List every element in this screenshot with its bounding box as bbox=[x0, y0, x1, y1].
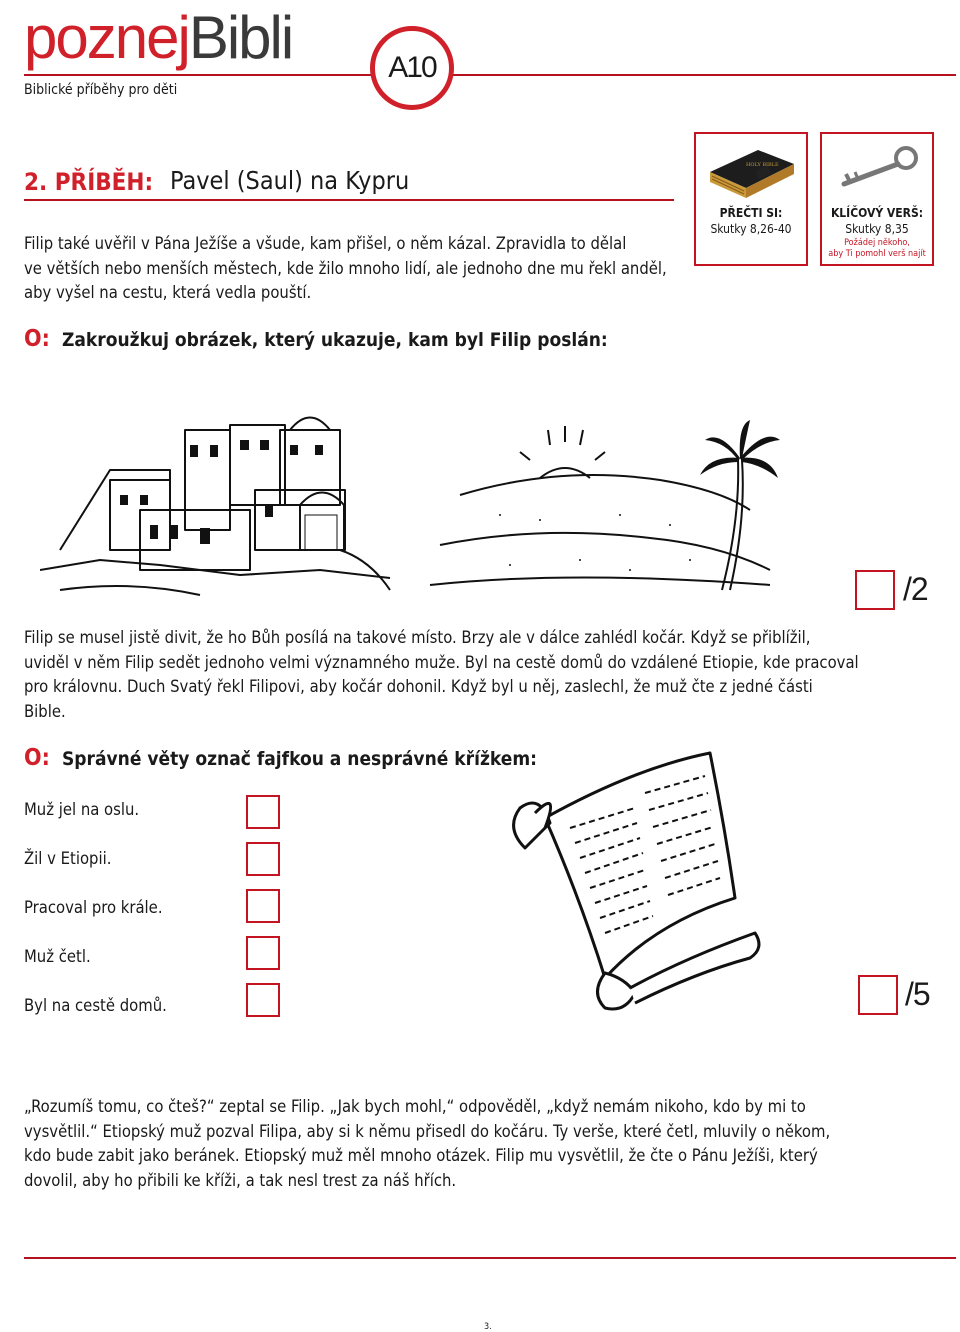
desert-illustration[interactable] bbox=[420, 420, 780, 600]
score-label-1: /2 bbox=[903, 571, 928, 607]
statement-5-checkbox[interactable] bbox=[246, 983, 280, 1017]
hint-line: aby Ti pomohl verš najít bbox=[828, 249, 926, 259]
key-verse-box bbox=[820, 132, 934, 266]
intro-line: ve větších nebo menších městech, kde žilo mnoho lidí, ale jednoho dne mu řekl anděl, bbox=[24, 258, 667, 278]
story-label: 2. PŘÍBĚH: bbox=[24, 168, 154, 196]
scroll-illustration bbox=[505, 748, 775, 1013]
logo-part2: Bibli bbox=[188, 4, 293, 71]
page-number: 3. bbox=[484, 1322, 492, 1332]
footer-divider bbox=[24, 1257, 956, 1259]
intro-paragraph bbox=[24, 232, 684, 306]
story-line: vysvětlil.“ Etiopský muž pozval Filipa, aby si k němu přisedl do kočáru. Ty verše, které četl, mluvily o někom, bbox=[24, 1121, 831, 1141]
key-verse-title: KLÍČOVÝ VERŠ: bbox=[830, 206, 924, 220]
statement-3: Pracoval pro krále. bbox=[24, 898, 163, 917]
question-1-text: Zakroužkuj obrázek, který ukazuje, kam byl Filip poslán: bbox=[62, 329, 608, 351]
key-icon bbox=[830, 144, 924, 194]
header-subtitle: Biblické příběhy pro děti bbox=[24, 82, 178, 98]
statement-4-checkbox[interactable] bbox=[246, 936, 280, 970]
score-box-1[interactable] bbox=[855, 570, 895, 610]
statement-1-checkbox[interactable] bbox=[246, 795, 280, 829]
statement-3-checkbox[interactable] bbox=[246, 889, 280, 923]
statement-4: Muž četl. bbox=[24, 947, 91, 966]
hint-line: Požádej někoho, bbox=[844, 238, 910, 248]
story-line: Bible. bbox=[24, 701, 66, 721]
statement-2: Žil v Etiopii. bbox=[24, 849, 112, 868]
city-illustration[interactable] bbox=[40, 400, 400, 605]
story-line: kdo bude zabit jako beránek. Etiopský muž měl mnoho otázek. Filip mu vysvětlil, že čte o Pánu Ježíši, který bbox=[24, 1146, 818, 1165]
question-marker: O: bbox=[24, 745, 50, 771]
read-ref: Skutky 8,26-40 bbox=[710, 222, 792, 236]
read-box bbox=[694, 132, 808, 266]
header-divider bbox=[24, 74, 956, 76]
story-line: uviděl v něm Filip sedět jednoho velmi významného muže. Byl na cestě domů do vzdálené Etiopie, kde pracoval bbox=[24, 652, 859, 672]
key-verse-hint bbox=[822, 238, 932, 260]
logo bbox=[24, 2, 292, 74]
read-title: PŘEČTI SI: bbox=[719, 206, 783, 220]
story-paragraph-2 bbox=[24, 626, 924, 724]
score-box-2[interactable] bbox=[858, 975, 898, 1015]
statement-5: Byl na cestě domů. bbox=[24, 996, 167, 1015]
story-line: pro královnu. Duch Svatý řekl Filipovi, aby kočár dohonil. Když byl u něj, zaslechl, že muž čte z jedné části bbox=[24, 677, 813, 696]
intro-line: aby vyšel na cestu, která vedla pouští. bbox=[24, 283, 312, 302]
story-line: „Rozumíš tomu, co čteš?“ zeptal se Filip. „Jak bych mohl,“ odpověděl, „když nemám nikoho, kdo by mi to bbox=[24, 1097, 806, 1116]
key-verse-ref: Skutky 8,35 bbox=[845, 222, 909, 236]
story-paragraph-3 bbox=[24, 1095, 924, 1193]
story-title: Pavel (Saul) na Kypru bbox=[170, 166, 410, 195]
statement-2-checkbox[interactable] bbox=[246, 842, 280, 876]
intro-line: Filip také uvěřil v Pána Ježíše a všude, kam přišel, o něm kázal. Zpravidla to dělal bbox=[24, 234, 627, 253]
svg-text:HOLY BIBLE: HOLY BIBLE bbox=[746, 162, 779, 168]
title-divider bbox=[24, 199, 674, 201]
story-line: Filip se musel jistě divit, že ho Bůh posílá na takové místo. Brzy ale v dálce zahlédl kočár. Když se přiblížil, bbox=[24, 628, 811, 647]
score-label-2: /5 bbox=[905, 976, 930, 1012]
logo-part1: poznej bbox=[24, 4, 189, 71]
lesson-badge: A10 bbox=[370, 26, 454, 110]
story-line: dovolil, aby ho přibili ke kříži, a tak nesl trest za náš hřích. bbox=[24, 1170, 457, 1190]
question-marker: O: bbox=[24, 326, 50, 352]
question-2-text: Správné věty označ fajfkou a nesprávné křížkem: bbox=[62, 748, 537, 770]
statement-1: Muž jel na oslu. bbox=[24, 800, 140, 819]
bible-icon bbox=[704, 142, 798, 202]
